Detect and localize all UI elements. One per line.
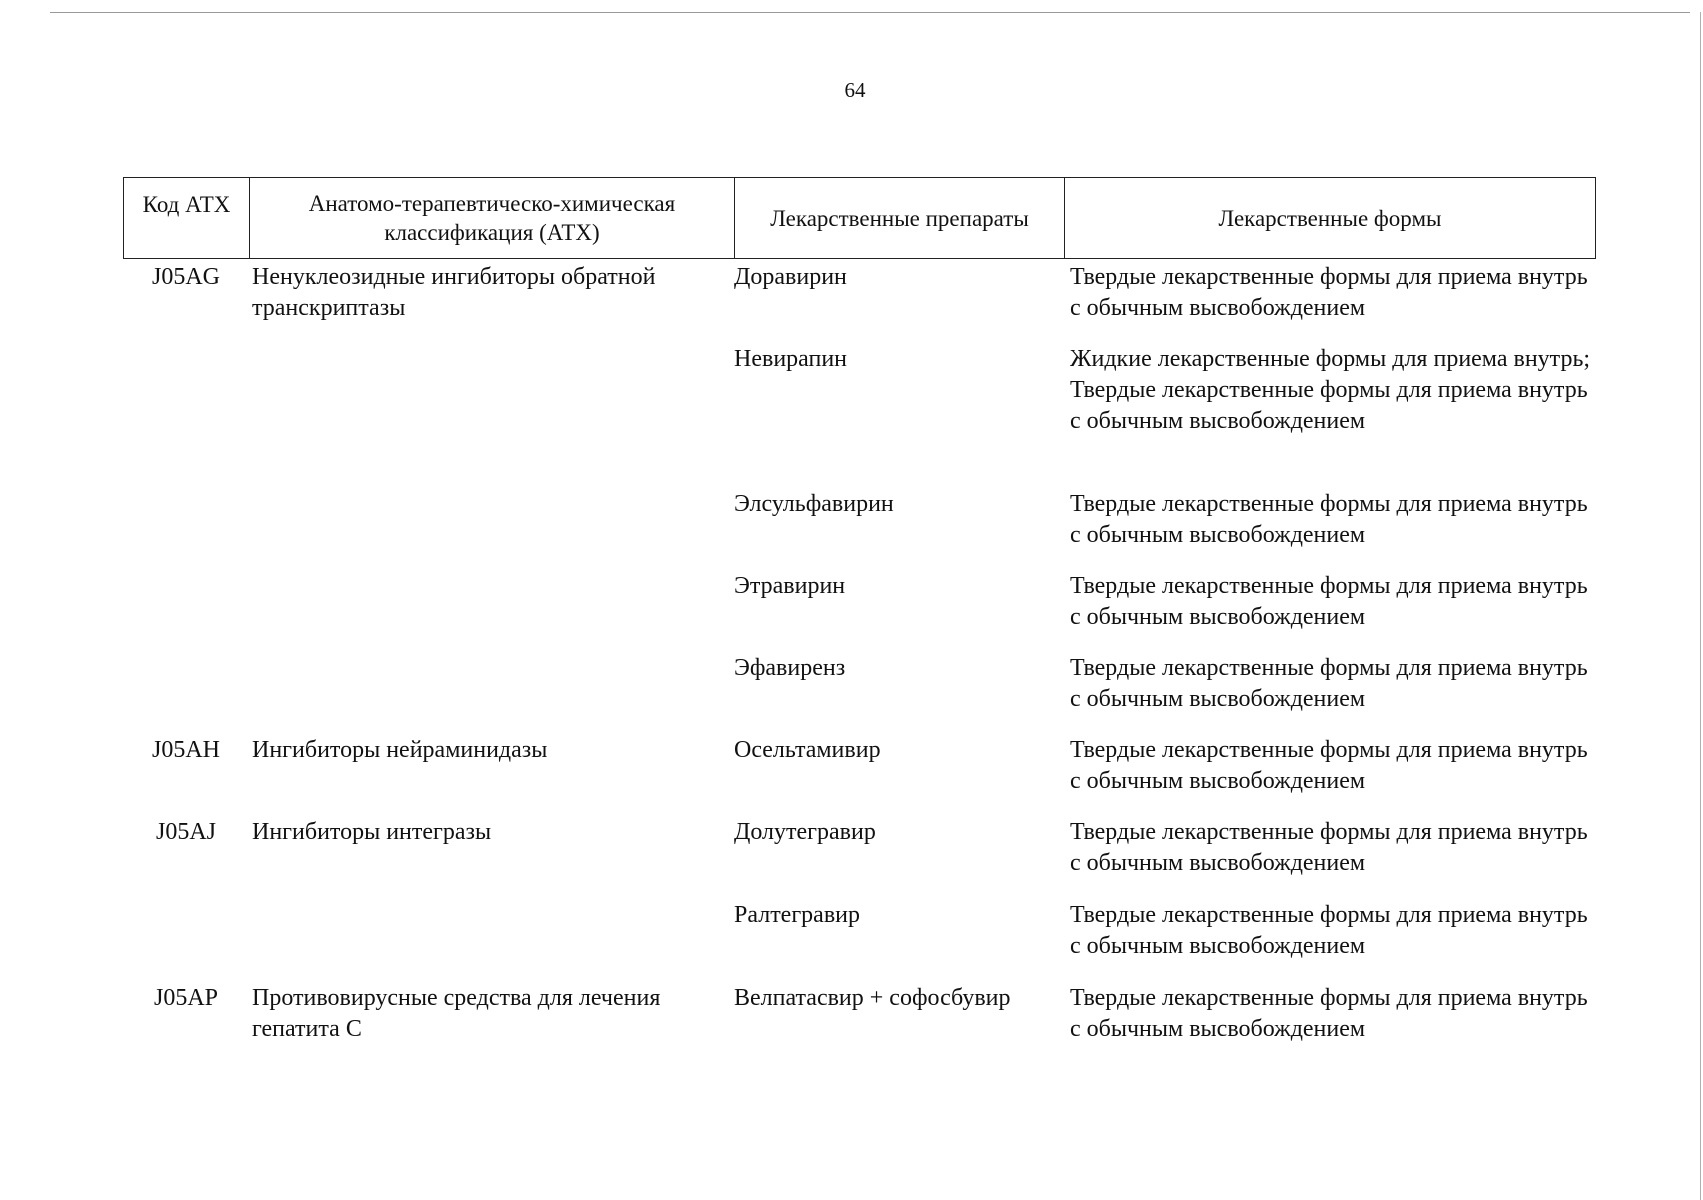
row-forms: Твердые лекарственные формы для приема внутрь с обычным высвобождением	[1070, 985, 1588, 1042]
row-drug: Велпатасвир + софосбувир	[734, 985, 1011, 1011]
row-forms: Твердые лекарственные формы для приема внутрь с обычным высвобождением	[1070, 737, 1588, 794]
row-forms: Твердые лекарственные формы для приема внутрь с обычным высвобождением	[1070, 902, 1588, 959]
row-forms: Твердые лекарственные формы для приема внутрь с обычным высвобождением	[1070, 264, 1588, 321]
header-drugs: Лекарственные препараты	[735, 178, 1065, 258]
row-form-line: Жидкие лекарственные формы для приема внутрь;	[1070, 346, 1591, 372]
row-forms	[1064, 344, 1600, 437]
row-forms: Твердые лекарственные формы для приема внутрь с обычным высвобождением	[1070, 819, 1588, 876]
row-classification: Противовирусные средства для лечения гепатита С	[252, 985, 661, 1042]
row-drug: Ралтегравир	[734, 902, 860, 928]
row-forms: Твердые лекарственные формы для приема внутрь с обычным высвобождением	[1070, 655, 1588, 712]
table-body	[123, 262, 1596, 1065]
row-drug: Осельтамивир	[734, 737, 881, 763]
page-top-rule	[50, 12, 1690, 13]
page-number: 64	[844, 78, 866, 102]
header-classification: Анатомо-терапевтическо-химическая классификация (АТХ)	[250, 178, 735, 258]
row-code: J05AG	[151, 264, 220, 290]
row-code: J05AJ	[155, 819, 216, 845]
header-code: Код АТХ	[124, 178, 250, 258]
table-row	[123, 262, 1596, 344]
row-drug: Доравирин	[734, 264, 847, 290]
row-drug: Этравирин	[734, 573, 846, 599]
table-header	[123, 177, 1596, 259]
row-code: J05AH	[151, 737, 220, 763]
row-code: J05AP	[153, 985, 219, 1011]
row-drug: Невирапин	[734, 346, 848, 372]
table-row	[123, 900, 1596, 983]
row-classification: Ингибиторы нейраминидазы	[252, 737, 548, 763]
row-classification: Ингибиторы интегразы	[252, 819, 492, 845]
table-row	[123, 983, 1596, 1065]
table-row	[123, 817, 1596, 900]
row-forms: Твердые лекарственные формы для приема внутрь с обычным высвобождением	[1070, 573, 1588, 630]
table-row	[123, 489, 1596, 571]
row-drug: Эфавиренз	[734, 655, 846, 681]
row-drug: Долутегравир	[734, 819, 876, 845]
table-row	[123, 735, 1596, 817]
header-forms: Лекарственные формы	[1218, 205, 1442, 231]
row-forms: Твердые лекарственные формы для приема внутрь с обычным высвобождением	[1070, 491, 1588, 548]
row-drug: Элсульфавирин	[734, 491, 894, 517]
row-classification: Ненуклеозидные ингибиторы обратной транскриптазы	[252, 264, 656, 321]
table-row	[123, 571, 1596, 653]
row-form-line: Твердые лекарственные формы для приема внутрь с обычным высвобождением	[1070, 377, 1588, 434]
page-right-rule	[1700, 12, 1701, 1200]
table-row	[123, 344, 1596, 489]
table-row	[123, 653, 1596, 735]
